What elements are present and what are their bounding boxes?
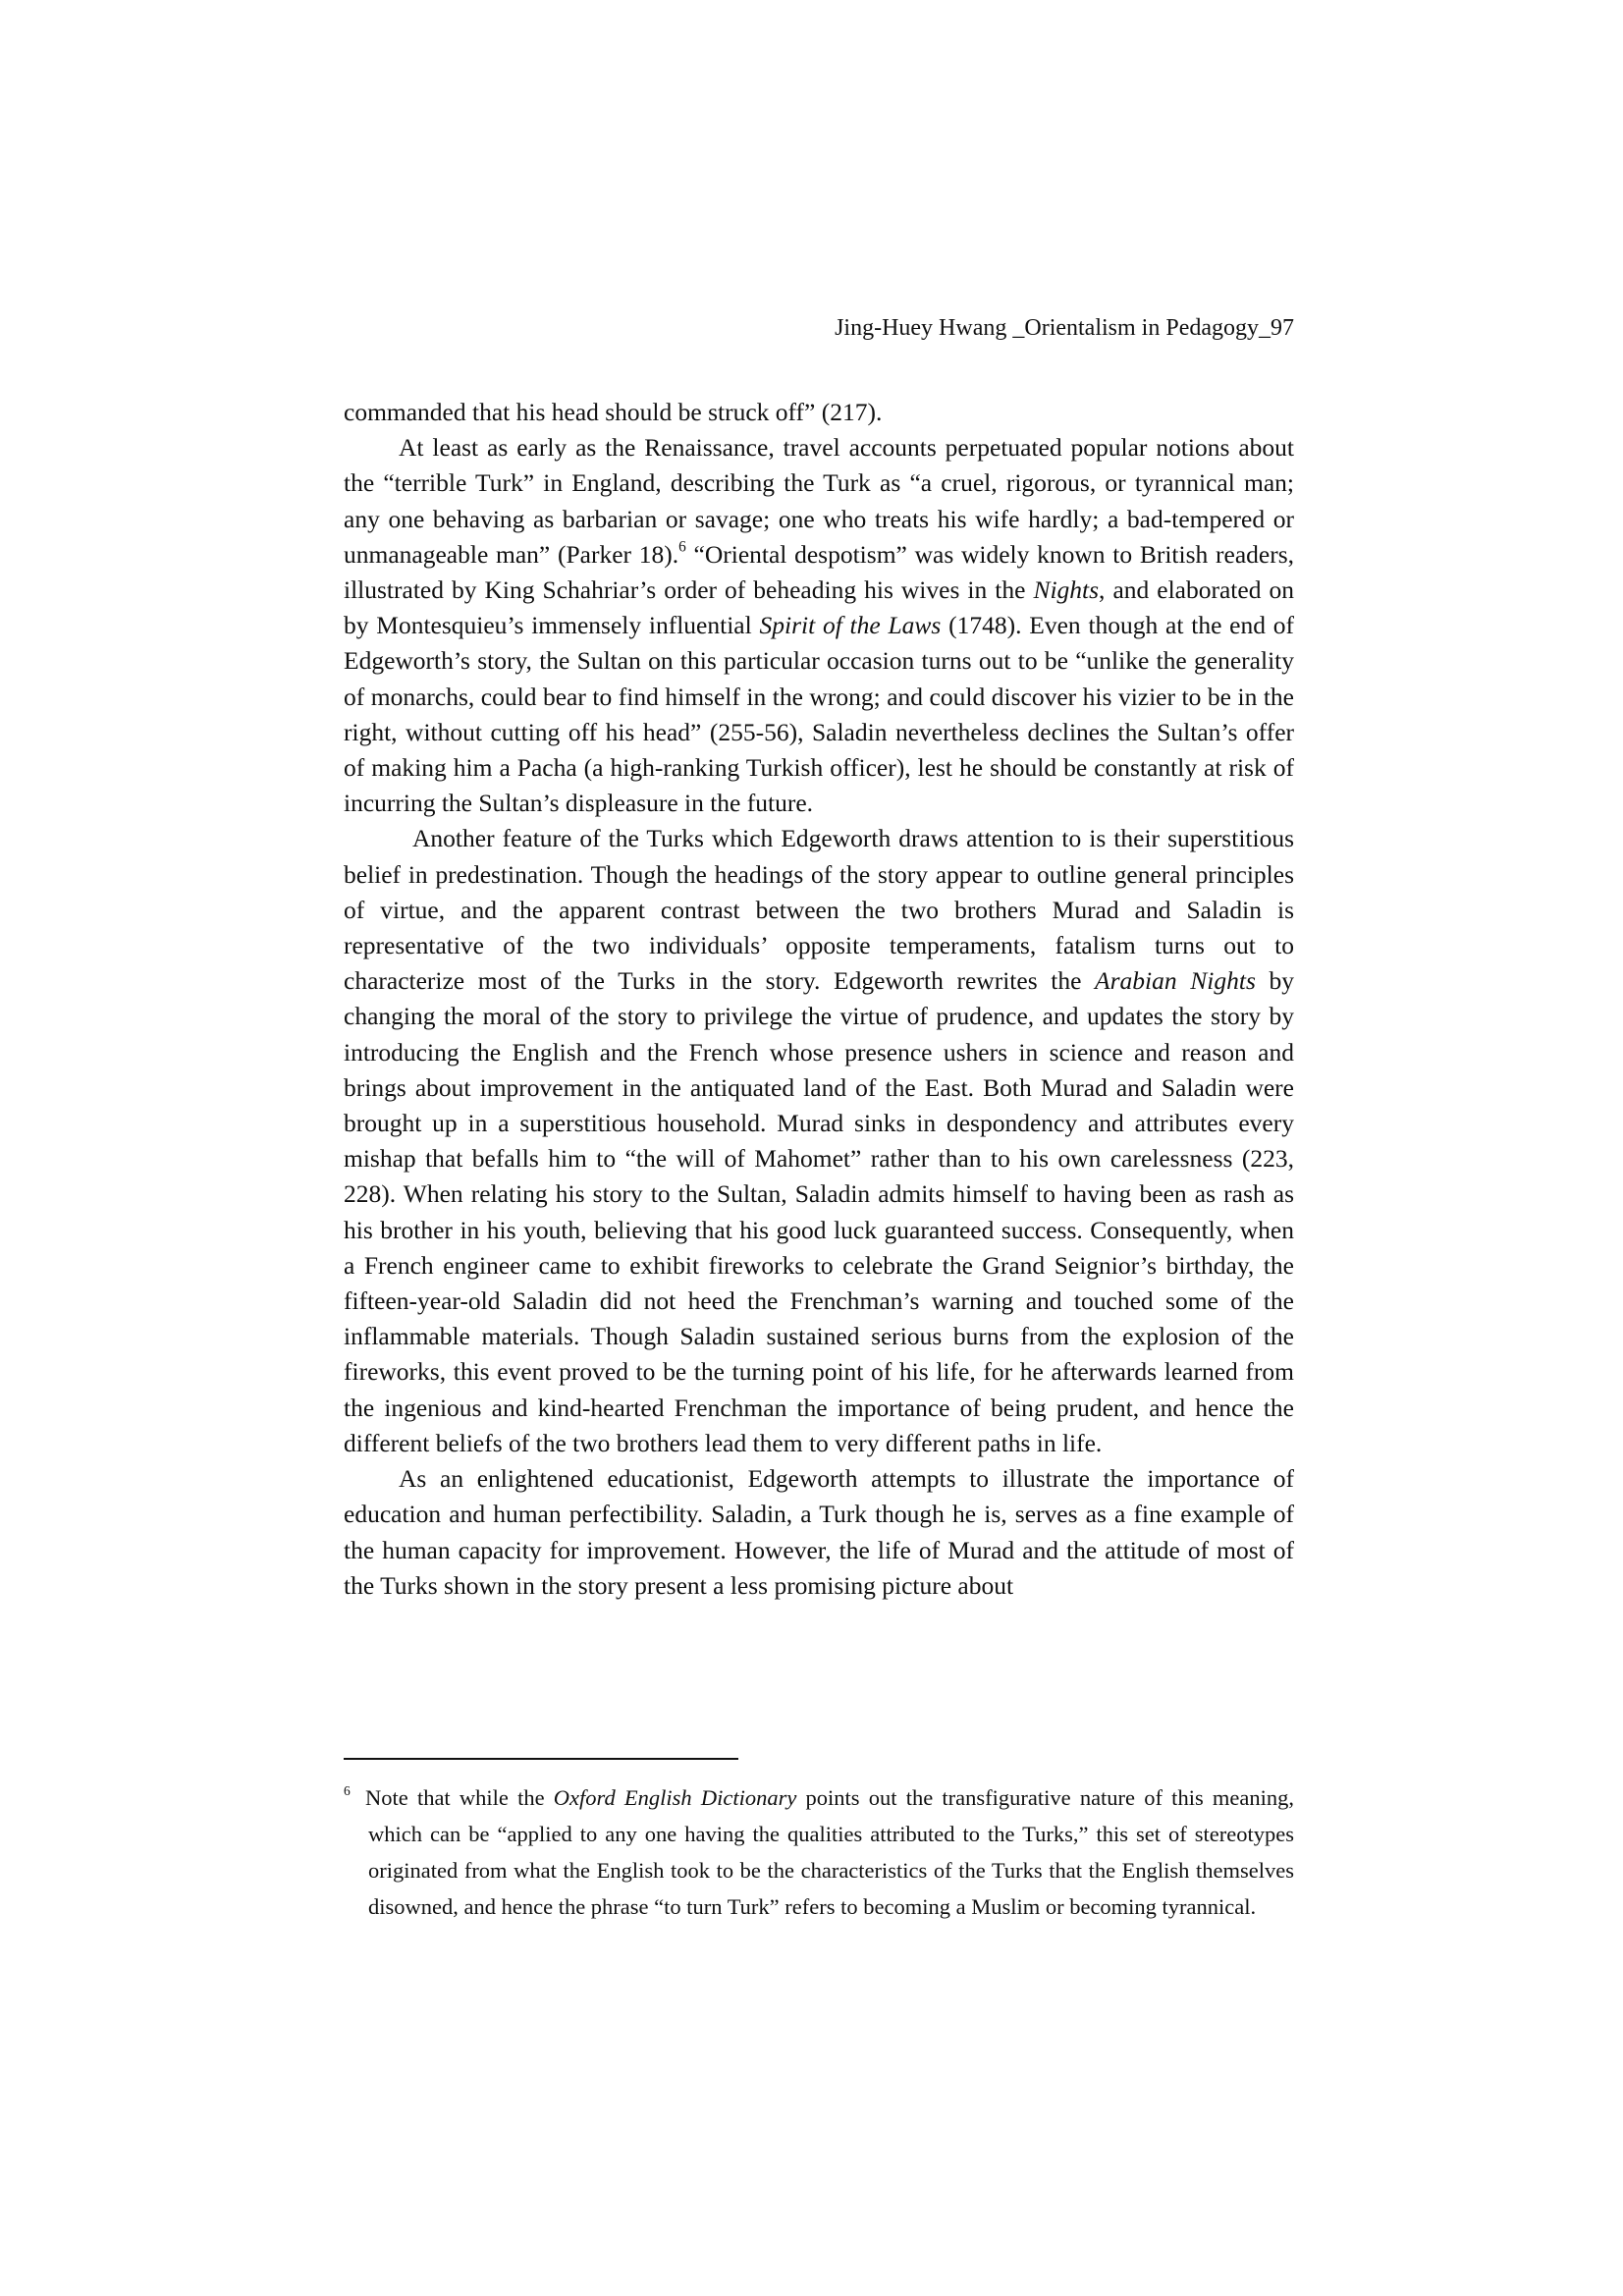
footnote-divider bbox=[344, 1758, 738, 1760]
paragraph-1: commanded that his head should be struck off” (217). bbox=[344, 398, 883, 426]
paragraph-2 bbox=[344, 430, 1294, 821]
italic-title: Arabian Nights bbox=[1095, 966, 1256, 996]
footnote-text: points out the transfigurative nature of this meaning, which can be “applied to any one having the qualities attributed to the Turks,” this set of stereotypes originated from what the English took to be the characteristics of the Turks that the English themselves disowned, and hence the phrase “to turn Turk” refers to becoming a Muslim or becoming tyrannical. bbox=[368, 1785, 1295, 1919]
paragraph-3-text: by changing the moral of the story to privilege the virtue of prudence, and updates the story by introducing the English and the French whose presence ushers in science and reason and brings about improvement in the antiquated land of the East. Both Murad and Saladin were brought up in a superstitious household. Murad sinks in despondency and attributes every mishap that befalls him to “the will of Mahomet” rather than to his own carelessness (223, 228). When relating his story to the Sultan, Saladin admits himself to having been as rash as his brother in his youth, believing that his good luck guaranteed success. Consequently, when a French engineer came to exhibit fireworks to celebrate the Grand Seignior’s birthday, the fifteen-year-old Saladin did not heed the Frenchman’s warning and touched some of the inflammable materials. Though Saladin sustained serious burns from the explosion of the fireworks, this event proved to be the turning point of his life, for he afterwards learned from the ingenious and kind-hearted Frenchman the importance of being prudent, and hence the different beliefs of the two brothers lead them to very different paths in life. bbox=[344, 966, 1295, 1457]
paragraph-2-text: At least as early as the Renaissance, travel accounts perpetuated popular notions about the “terrible Turk” in England, describing the Turk as “a cruel, rigorous, or tyrannical man; any one behaving as barbarian or savage; one who treats his wife hardly; a bad-tempered or unmanageable man” (Parker 18). bbox=[344, 433, 1294, 569]
paragraph-3-text: Another feature of the Turks which Edgeworth draws attention to is their superstitious belief in predestination. Though the headings of the story appear to outline general principles of virtue, and the apparent contrast between the two brothers Murad and Saladin is representative of the two individuals’ opposite temperaments, fatalism turns out to characterize most of the Turks in the story. Edgeworth rewrites the bbox=[344, 824, 1294, 996]
footnote-text: Note that while the bbox=[365, 1785, 554, 1810]
footnote-reference: 6 bbox=[678, 538, 686, 556]
running-header: Jing-Huey Hwang _Orientalism in Pedagogy_97 bbox=[835, 315, 1294, 341]
italic-title: Nights bbox=[1033, 575, 1100, 605]
paragraph-2-text: “Oriental despotism” was widely known to British readers, illustrated by King Schahriar’s order of beheading his wives in the bbox=[344, 539, 1294, 605]
paragraph-4: As an enlightened educationist, Edgeworth attempts to illustrate the importance of education and human perfectibility. Saladin, a Turk though he is, serves as a fine example of the human capacity for improvement. However, the life of Murad and the attitude of most of the Turks shown in the story present a less promising picture about bbox=[344, 1464, 1294, 1600]
footnote: $^6$ Note that while the Oxford English Dictionary points out the transfigurative nature of this meaning, which can be “applied to any one having the qualities attributed to the Turks,” this set of stereotypes originated from what the English took to be the characteristics of the Turks that the English themselves disowned, and hence the phrase “to turn Turk” refers to becoming a Muslim or becoming tyrannical. bbox=[344, 1782, 1295, 1919]
body-text bbox=[344, 395, 1294, 1604]
paragraph-2-text: , and elaborated on by Montesquieu’s immensely influential bbox=[344, 575, 1294, 640]
italic-title: Oxford English Dictionary bbox=[553, 1785, 797, 1810]
italic-title: Spirit of the Laws bbox=[759, 611, 942, 640]
paragraph-3 bbox=[344, 821, 1294, 1461]
paragraph-2-text: (1748). Even though at the end of Edgeworth’s story, the Sultan on this particular occasion turns out to be “unlike the generality of monarchs, could bear to find himself in the wrong; and could discover his vizier to be in the right, without cutting off his head” (255-56), Saladin nevertheless declines the Sultan’s offer of making him a Pacha (a high-ranking Turkish officer), lest he should be constantly at risk of incurring the Sultan’s displeasure in the future. bbox=[344, 611, 1295, 818]
